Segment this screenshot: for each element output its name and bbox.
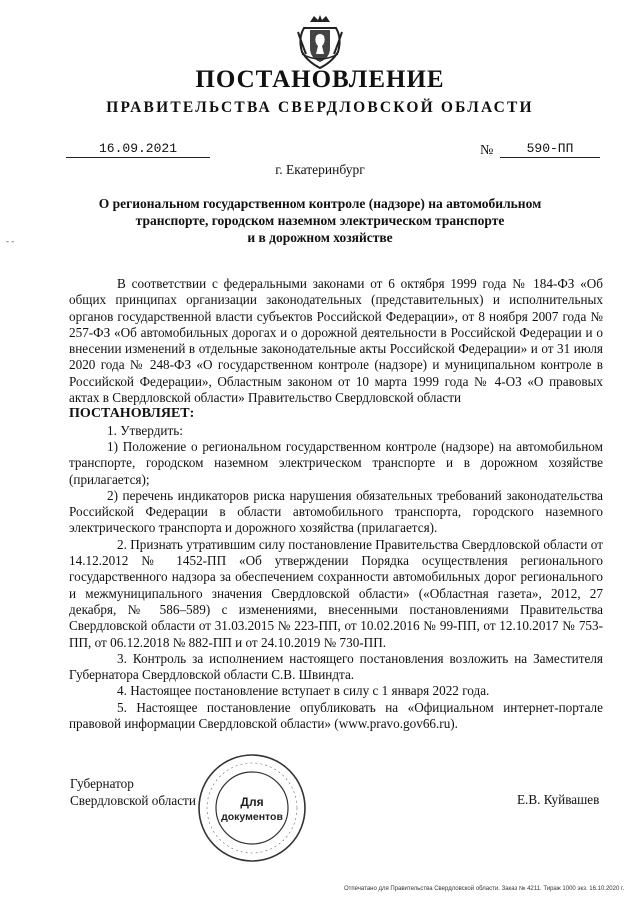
print-footer: Отпечатано для Правительства Свердловской области. Заказ № 4211. Тираж 1000 экз. 16.10.2020 г. bbox=[344, 886, 625, 892]
issuer-subtitle: ПРАВИТЕЛЬСТВА СВЕРДЛОВСКОЙ ОБЛАСТИ bbox=[106, 99, 534, 116]
document-heading bbox=[90, 195, 550, 246]
signatory-position bbox=[70, 775, 196, 809]
number-sign: № bbox=[480, 143, 494, 158]
margin-mark: - - bbox=[6, 236, 15, 246]
preamble-paragraph: В соответствии с федеральными законами от 6 октября 1999 года № 184-ФЗ «Об общих принципах организации законодательных (представительных) и исполнительных органов государственной власти субъектов Российской Федерации», от 8 ноября 2007 года № 257-ФЗ «Об автомобильных дорогах и о дорожной деятельности в Российской Федерации и о внесении изменений в отдельные законодательные акты Российской Федерации» и от 31 июля 2020 года № 248-ФЗ «О государственном контроле (надзоре) и муниципальном контроле в Российской Федерации», Областным законом от 10 марта 1999 года № 4-ОЗ «О правовых актах в Свердловской области» Правительство Свердловской области bbox=[69, 276, 603, 406]
signatory-position-line: Губернатор bbox=[70, 776, 134, 791]
city-line: г. Екатеринбург bbox=[275, 162, 365, 177]
stamp-text-line: Для bbox=[240, 795, 264, 809]
document-type-title: ПОСТАНОВЛЕНИЕ bbox=[195, 66, 445, 93]
official-seal-stamp bbox=[196, 752, 308, 864]
signatory-position-line: Свердловской области bbox=[70, 793, 196, 808]
document-body bbox=[69, 276, 603, 732]
document-date: 16.09.2021 bbox=[66, 141, 210, 158]
item-paragraph: 3. Контроль за исполнением настоящего постановления возложить на Заместителя Губернатора Свердловской области С.В. Швиндта. bbox=[69, 650, 603, 683]
heading-line: транспорте, городском наземном электрическом транспорте bbox=[135, 213, 505, 228]
document-number: 590-ПП bbox=[500, 141, 600, 158]
item-paragraph: 1. Утвердить: bbox=[107, 422, 183, 438]
item-paragraph: 5. Настоящее постановление опубликовать на «Официальном интернет-портале правовой информации Свердловской области» (www.pravo.gov66.ru). bbox=[69, 699, 603, 732]
item-paragraph: 4. Настоящее постановление вступает в силу с 1 января 2022 года. bbox=[117, 683, 490, 699]
item-paragraph: 2) перечень индикаторов риска нарушения обязательных требований законодательства Российской Федерации в области автомобильного транспорта, городского наземного электрического транспорта и дорожного хозяйства (прилагается). bbox=[69, 487, 603, 536]
decree-word: ПОСТАНОВЛЯЕТ: bbox=[69, 406, 195, 422]
signatory-name: Е.В. Куйвашев bbox=[517, 792, 600, 807]
item-paragraph: 2. Признать утратившим силу постановление Правительства Свердловской области от 14.12.2012 № 1452-ПП «Об утверждении Порядка осуществления регионального государственного надзора за обеспечением сохранности автомобильных дорог регионального и межмуниципального значения Свердловской области» («Областная газета», 2012, 27 декабря, № 586–589) с изменениями, внесенными постановлениями Правительства Свердловской области от 31.03.2015 № 223-ПП, от 10.02.2016 № 99-ПП, от 12.10.2017 № 753-ПП, от 06.12.2018 № 882-ПП и от 24.10.2019 № 730-ПП. bbox=[69, 536, 603, 650]
coat-of-arms-emblem bbox=[296, 14, 344, 70]
heading-line: О региональном государственном контроле (надзоре) на автомобильном bbox=[98, 196, 542, 211]
heading-line: и в дорожном хозяйстве bbox=[247, 230, 393, 245]
stamp-text-line: документов bbox=[221, 811, 283, 823]
item-paragraph: 1) Положение о региональном государственном контроле (надзоре) на автомобильном транспорте, городском наземном электрическом транспорте и в дорожном хозяйстве (прилагается); bbox=[69, 438, 603, 487]
